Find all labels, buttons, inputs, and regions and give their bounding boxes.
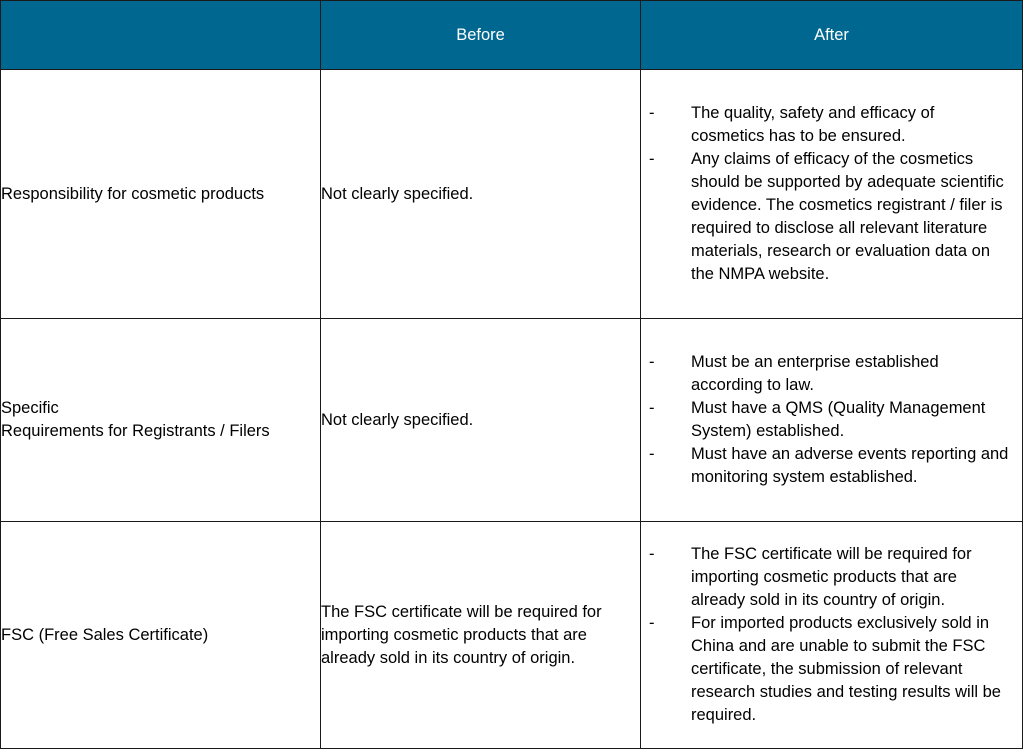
dash-marker: -	[649, 150, 655, 168]
list-item	[641, 397, 1022, 443]
before-cell: The FSC certificate will be required for importing cosmetic products that are already sold in its country of origin.	[321, 522, 641, 749]
row-label-line: Requirements for Registrants / Filers	[1, 422, 270, 440]
list-item-text: For imported products exclusively sold in China and are unable to submit the FSC certificate, the submission of relevant research studies and testing results will be required.	[691, 614, 1001, 724]
dash-marker: -	[649, 104, 655, 122]
before-cell: Not clearly specified.	[321, 70, 641, 319]
after-list	[641, 102, 1022, 286]
header-after: After	[641, 1, 1023, 70]
row-label-line: Specific	[1, 399, 59, 417]
table-row	[1, 522, 1023, 749]
dash-marker: -	[649, 399, 655, 417]
list-item-text: Any claims of efficacy of the cosmetics should be supported by adequate scientific evidence. The cosmetics registrant / filer is required to disclose all relevant literature materials, research or evaluation data on the NMPA website.	[691, 150, 1004, 283]
list-item	[641, 148, 1022, 286]
list-item	[641, 351, 1022, 397]
header-empty-cell	[1, 1, 321, 70]
header-before: Before	[321, 1, 641, 70]
table-row	[1, 70, 1023, 319]
after-cell	[641, 522, 1023, 749]
row-label-responsibility: Responsibility for cosmetic products	[1, 70, 321, 319]
list-item	[641, 612, 1022, 727]
row-label-fsc: FSC (Free Sales Certificate)	[1, 522, 321, 749]
after-cell	[641, 70, 1023, 319]
list-item-text: The FSC certificate will be required for importing cosmetic products that are already sold in its country of origin.	[691, 545, 972, 609]
list-item	[641, 102, 1022, 148]
before-cell: Not clearly specified.	[321, 319, 641, 522]
list-item-text: The quality, safety and efficacy of cosmetics has to be ensured.	[691, 104, 935, 145]
list-item	[641, 443, 1022, 489]
list-item	[641, 543, 1022, 612]
after-cell	[641, 319, 1023, 522]
list-item-text: Must have a QMS (Quality Management System) established.	[691, 399, 986, 440]
after-list	[641, 543, 1022, 727]
list-item-text: Must have an adverse events reporting and monitoring system established.	[691, 445, 1009, 486]
after-list	[641, 351, 1022, 489]
dash-marker: -	[649, 614, 655, 632]
dash-marker: -	[649, 353, 655, 371]
table-header-row	[1, 1, 1023, 70]
list-item-text: Must be an enterprise established according to law.	[691, 353, 939, 394]
dash-marker: -	[649, 545, 655, 563]
dash-marker: -	[649, 445, 655, 463]
table-row	[1, 319, 1023, 522]
row-label-registrant-requirements	[1, 319, 321, 522]
